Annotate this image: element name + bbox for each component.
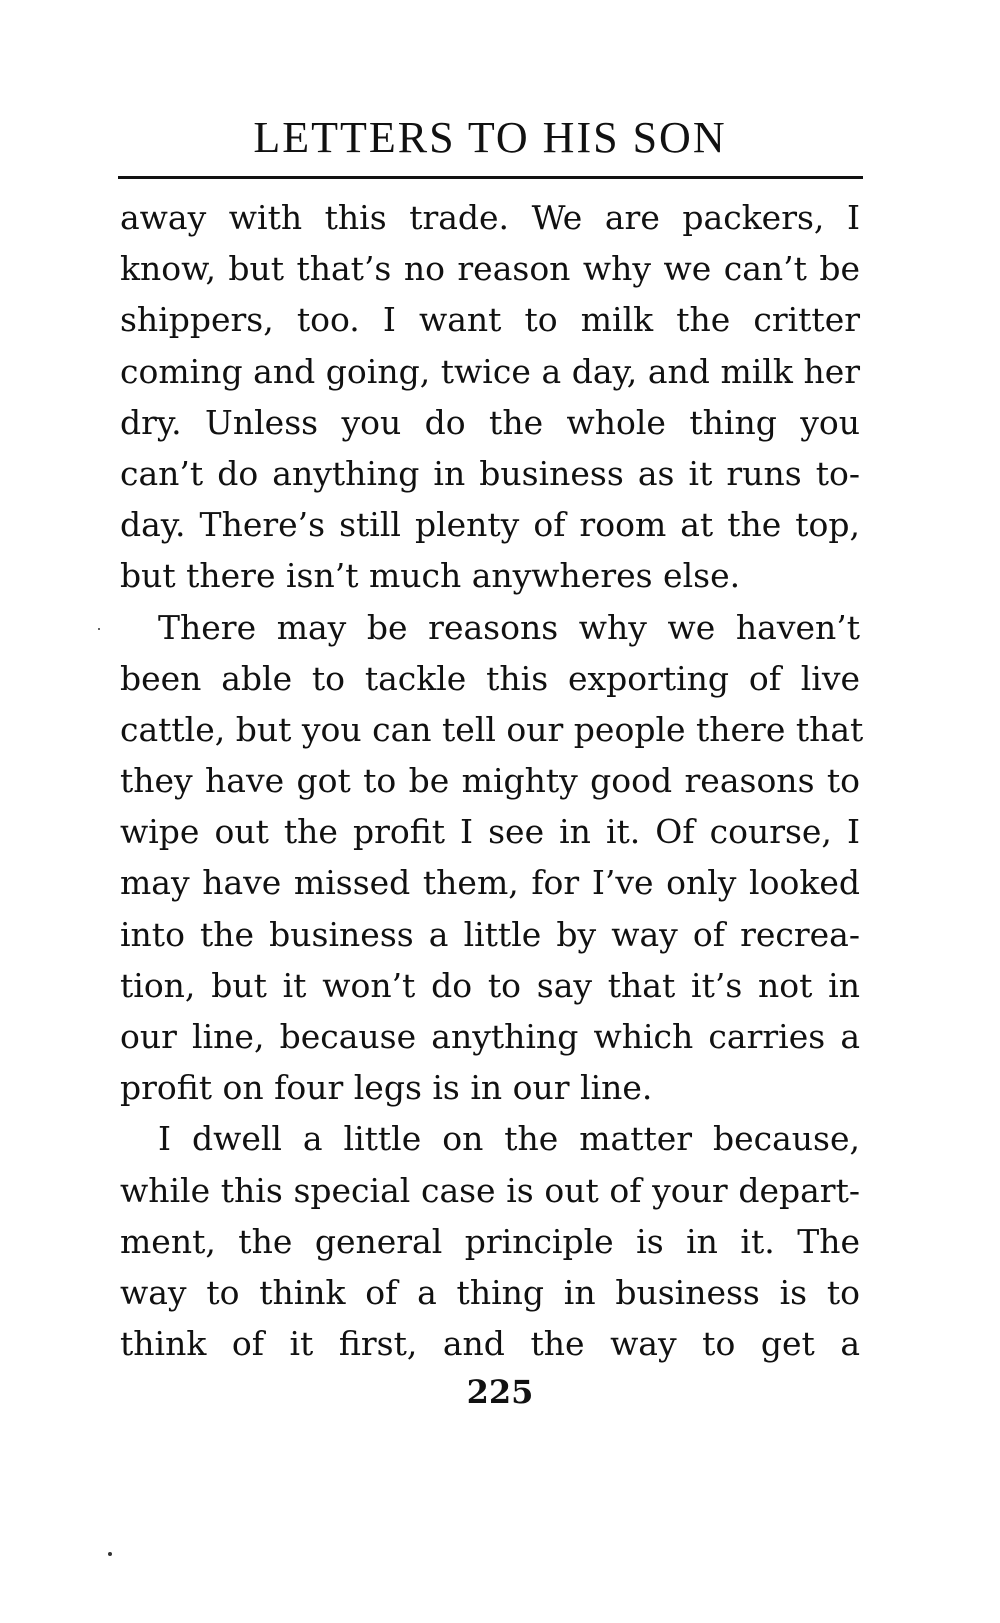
scan-speck (98, 628, 100, 630)
paragraph-first-line: I dwell a little on the matter because, (158, 1119, 860, 1159)
text-line: know, but that’s no reason why we can’t be (120, 249, 860, 289)
scan-speck (108, 1552, 112, 1556)
text-line: can’t do anything in business as it runs to- (120, 453, 860, 493)
text-line: cattle, but you can tell our people there that (120, 709, 864, 749)
text-line: they have got to be mighty good reasons to (120, 761, 860, 801)
text-line: dry. Unless you do the whole thing you (120, 402, 860, 442)
text-line: away with this trade. We are packers, I (120, 198, 860, 237)
text-line: tion, but it won’t do to say that it’s not in (120, 965, 860, 1005)
text-line: shippers, too. I want to milk the critter (120, 300, 860, 340)
text-line: may have missed them, for I’ve only looked (120, 863, 860, 903)
header-rule (118, 176, 863, 179)
text-line: while this special case is out of your depart- (120, 1170, 860, 1210)
text-line: been able to tackle this exporting of live (120, 658, 860, 698)
text-line: wipe out the profit I see in it. Of course, I (120, 812, 860, 852)
text-line: into the business a little by way of recrea- (120, 914, 860, 954)
text-line: way to think of a thing in business is to (120, 1272, 860, 1312)
text-line: coming and going, twice a day, and milk her (120, 351, 860, 391)
running-title: LETTERS TO HIS SON (253, 113, 727, 162)
text-line: day. There’s still plenty of room at the top, (120, 505, 860, 545)
page-body (120, 192, 864, 1369)
paragraph-first-line: There may be reasons why we haven’t (158, 607, 860, 647)
text-line: ment, the general principle is in it. The (120, 1221, 860, 1261)
text-line: our line, because anything which carries a (120, 1017, 860, 1056)
text-line: profit on four legs is in our line. (120, 1068, 653, 1108)
text-line: but there isn’t much anywheres else. (120, 556, 741, 596)
page-number: 225 (466, 1373, 534, 1411)
text-line: think of it first, and the way to get a (120, 1324, 860, 1364)
